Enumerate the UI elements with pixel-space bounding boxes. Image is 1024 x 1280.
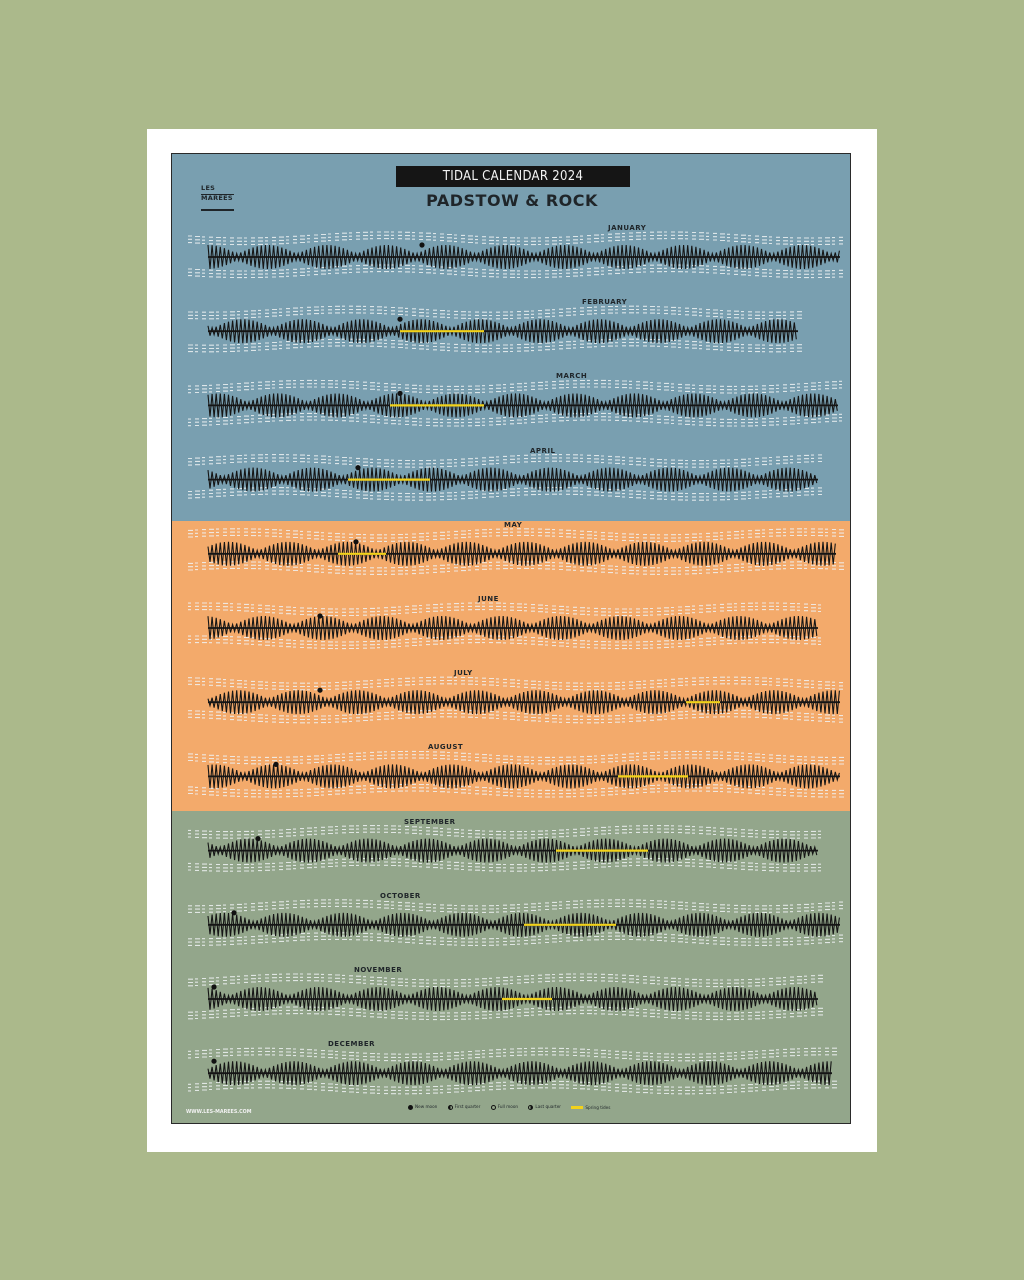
- month-row-june: [188, 603, 821, 649]
- tide-times-bot: [188, 788, 844, 794]
- tide-times-top: [188, 232, 843, 238]
- new-moon-icon: [255, 836, 260, 841]
- tide-times-bot: [188, 643, 821, 649]
- tide-times-bot: [188, 494, 822, 500]
- month-row-august: [188, 751, 844, 797]
- month-row-december: [188, 1048, 837, 1094]
- new-moon-icon: [273, 762, 278, 767]
- new-moon-icon: [211, 1059, 216, 1064]
- tide-times-bot: [188, 1085, 837, 1091]
- tide-times-bot: [188, 568, 844, 574]
- new-moon-icon: [355, 465, 360, 470]
- month-row-september: [188, 826, 821, 872]
- month-row-october: [188, 900, 843, 946]
- tide-times-top: [188, 758, 844, 764]
- new-moon-icon: [419, 242, 424, 247]
- tide-times-top: [188, 610, 821, 616]
- tide-times-top: [188, 1048, 837, 1054]
- month-row-march: [188, 380, 842, 426]
- tide-times-bot: [188, 1088, 837, 1094]
- month-row-may: [188, 529, 844, 575]
- full-moon-icon: [491, 1105, 496, 1110]
- month-label-may: MAY: [504, 520, 523, 529]
- tide-times-top: [188, 603, 821, 609]
- new-moon-icon: [211, 984, 216, 989]
- month-label-november: NOVEMBER: [354, 966, 403, 974]
- tide-times-top: [188, 380, 842, 386]
- month-label-july: JULY: [454, 669, 473, 678]
- legend-last-quarter: Last quarter: [528, 1104, 561, 1110]
- tide-times-top: [188, 310, 802, 316]
- tide-times-top: [188, 606, 821, 612]
- new-moon-icon: [408, 1105, 413, 1110]
- month-label-march: MARCH: [556, 372, 588, 381]
- new-moon-icon: [397, 391, 402, 396]
- month-label-june: JUNE: [478, 595, 499, 603]
- tide-times-top: [188, 306, 802, 312]
- month-label-december: DECEMBER: [328, 1040, 375, 1049]
- tide-times-bot: [188, 265, 843, 271]
- month-row-november: [188, 974, 823, 1020]
- new-moon-icon: [231, 910, 236, 915]
- footer-credits: [186, 1110, 251, 1120]
- poster-subtitle: PADSTOW & ROCK: [426, 191, 598, 210]
- new-moon-icon: [317, 613, 322, 618]
- month-row-april: [188, 455, 822, 501]
- tide-times-bot: [188, 791, 844, 797]
- tide-times-bot: [188, 1081, 837, 1087]
- tide-times-bot: [188, 343, 802, 349]
- legend-full-moon: Full moon: [491, 1104, 518, 1110]
- website-link[interactable]: WWW.LES-MAREES.COM: [186, 1110, 252, 1115]
- last-quarter-icon: [528, 1105, 533, 1110]
- tide-times-bot: [188, 346, 802, 352]
- tide-times-top: [188, 1055, 837, 1061]
- tide-times-top: [188, 751, 844, 757]
- new-moon-icon: [353, 539, 358, 544]
- month-row-july: [188, 677, 843, 723]
- new-moon-icon: [317, 688, 322, 693]
- tide-times-top: [188, 535, 844, 541]
- tide-waves: [172, 154, 851, 1124]
- tide-times-top: [188, 313, 802, 319]
- tide-times-top: [188, 755, 844, 761]
- tide-times-top: [188, 1052, 837, 1058]
- tide-times-top: [188, 974, 823, 980]
- first-quarter-icon: [448, 1105, 453, 1110]
- legend-spring-tides: Spring tides: [571, 1105, 610, 1110]
- tidal-calendar-poster: [171, 153, 851, 1124]
- month-label-october: OCTOBER: [380, 891, 421, 900]
- new-moon-icon: [397, 317, 402, 322]
- tide-times-top: [188, 461, 822, 467]
- tide-times-bot: [188, 639, 821, 645]
- month-label-february: FEBRUARY: [582, 298, 628, 307]
- legend-new-moon: New moon: [408, 1104, 437, 1110]
- les-marees-logo: LES MARÉES: [201, 185, 234, 211]
- month-label-april: APRIL: [530, 446, 556, 455]
- month-row-january: [188, 232, 843, 278]
- highlight-bar-icon: [571, 1106, 583, 1109]
- month-label-january: JANUARY: [608, 224, 647, 232]
- tide-times-top: [188, 826, 821, 832]
- tide-times-bot: [188, 413, 842, 419]
- month-label-august: AUGUST: [428, 743, 464, 752]
- tide-times-bot: [188, 784, 844, 790]
- month-label-september: SEPTEMBER: [404, 817, 456, 826]
- poster-title: TIDAL CALENDAR 2024: [396, 166, 630, 187]
- month-row-february: [188, 306, 802, 352]
- legend-first-quarter: First quarter: [448, 1104, 481, 1110]
- legend: [408, 1104, 619, 1114]
